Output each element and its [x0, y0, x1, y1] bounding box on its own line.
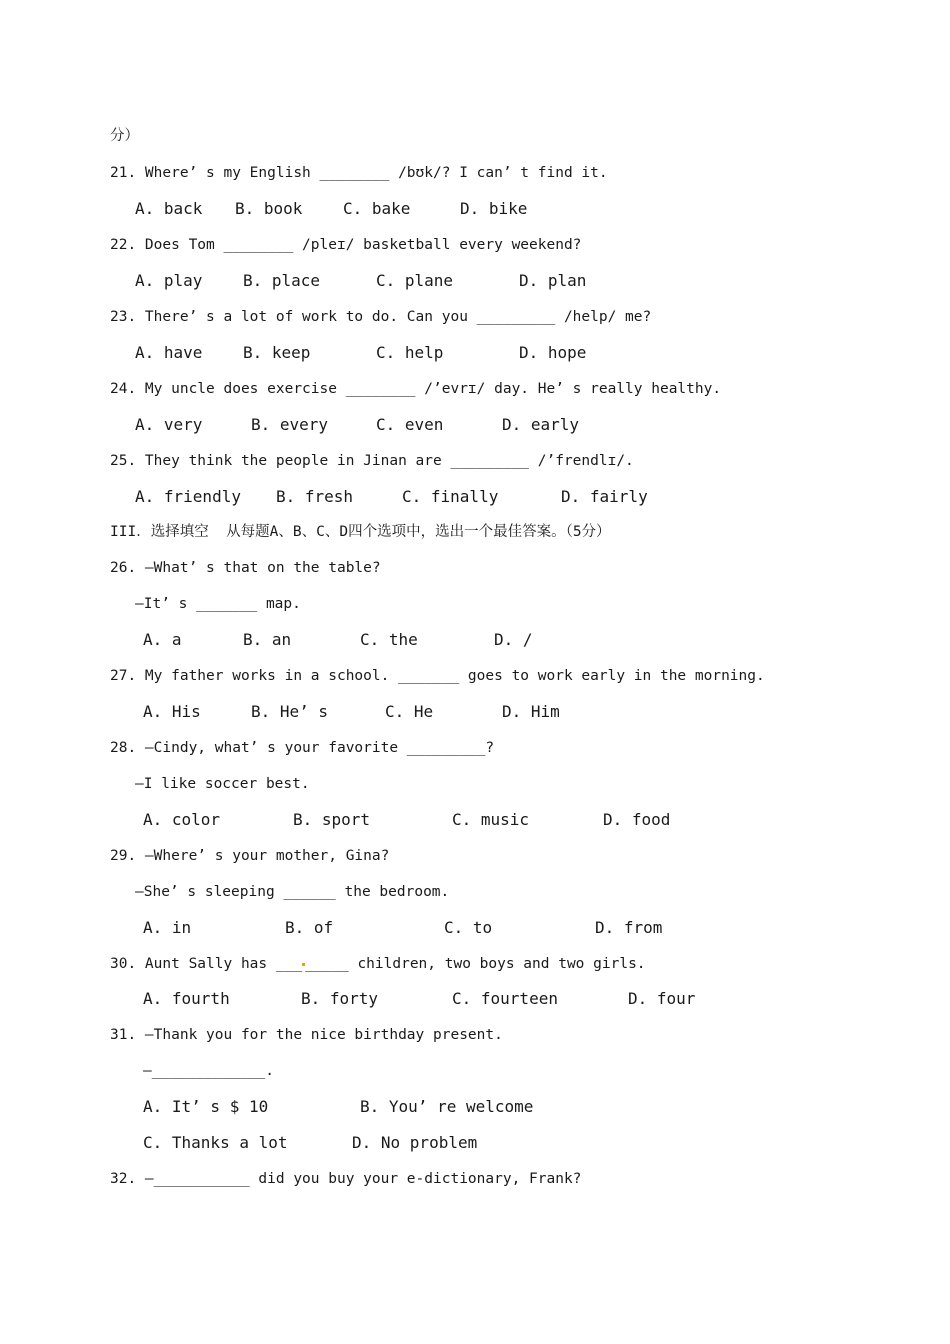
option-b: B. place	[243, 271, 321, 290]
options-27	[0, 702, 950, 722]
option-a: A. His	[143, 702, 201, 721]
options-23	[0, 343, 950, 363]
question-25: 25. They think the people in Jinan are _________ /’frendlɪ/.	[110, 453, 634, 469]
option-d: D. No problem	[352, 1133, 478, 1152]
option-c: C. plane	[376, 271, 454, 290]
option-c: C. bake	[343, 199, 411, 218]
option-a: A. It’ s $ 10	[143, 1097, 269, 1116]
options-22	[0, 271, 950, 291]
option-b: B. every	[251, 415, 329, 434]
option-d: D. Him	[502, 702, 560, 721]
option-c: C. music	[452, 810, 530, 829]
question-28: 28. —Cindy, what’ s your favorite _________?	[110, 740, 495, 756]
option-a: A. friendly	[135, 487, 241, 506]
option-d: D. hope	[519, 343, 587, 362]
options-28	[0, 810, 950, 830]
option-d: D. early	[502, 415, 580, 434]
option-c: C. Thanks a lot	[143, 1133, 288, 1152]
options-30	[0, 989, 950, 1009]
option-a: A. in	[143, 918, 192, 937]
option-d: D. from	[595, 918, 663, 937]
question-31: 31. —Thank you for the nice birthday present.	[110, 1027, 503, 1043]
option-d: D. /	[494, 630, 533, 649]
option-d: D. plan	[519, 271, 587, 290]
option-b: B. fresh	[276, 487, 354, 506]
option-a: A. have	[135, 343, 203, 362]
option-c: C. the	[360, 630, 418, 649]
option-b: B. book	[235, 199, 303, 218]
option-a: A. a	[143, 630, 182, 649]
option-c: C. to	[444, 918, 493, 937]
question-29: 29. —Where’ s your mother, Gina?	[110, 848, 390, 864]
question-22: 22. Does Tom ________ /pleɪ/ basketball every weekend?	[110, 237, 582, 253]
options-25	[0, 487, 950, 507]
section-score-tail: 分）	[110, 128, 139, 144]
question-28-reply: —I like soccer best.	[135, 776, 310, 792]
option-a: A. color	[143, 810, 221, 829]
question-29-reply: —She’ s sleeping ______ the bedroom.	[135, 884, 450, 900]
option-a: A. back	[135, 199, 203, 218]
option-b: B. He’ s	[251, 702, 329, 721]
options-31-row1	[0, 1097, 950, 1117]
options-21	[0, 199, 950, 219]
option-a: A. very	[135, 415, 203, 434]
option-b: B. forty	[301, 989, 379, 1008]
question-30	[110, 954, 646, 974]
question-31-reply: —_____________.	[143, 1063, 274, 1079]
question-24: 24. My uncle does exercise ________ /’evrɪ/ day. He’ s really healthy.	[110, 381, 722, 397]
option-c: C. fourteen	[452, 989, 558, 1008]
options-31-row2	[0, 1133, 950, 1153]
options-29	[0, 918, 950, 938]
option-b: B. of	[285, 918, 334, 937]
option-a: A. fourth	[143, 989, 230, 1008]
option-d: D. fairly	[561, 487, 648, 506]
options-26	[0, 630, 950, 650]
question-23: 23. There’ s a lot of work to do. Can you _________ /help/ me?	[110, 309, 652, 325]
question-30-start: 30. Aunt Sally has ___	[110, 956, 303, 972]
option-d: D. four	[628, 989, 696, 1008]
option-b: B. an	[243, 630, 292, 649]
option-a: A. play	[135, 271, 203, 290]
option-b: B. keep	[243, 343, 311, 362]
option-b: B. sport	[293, 810, 371, 829]
option-c: C. He	[385, 702, 434, 721]
option-c: C. help	[376, 343, 444, 362]
options-24	[0, 415, 950, 435]
question-32: 32. —___________ did you buy your e-dictionary, Frank?	[110, 1171, 582, 1187]
option-d: D. bike	[460, 199, 528, 218]
question-30-end: _____ children, two boys and two girls.	[305, 956, 646, 972]
question-26-reply: —It’ s _______ map.	[135, 596, 301, 612]
option-c: C. even	[376, 415, 444, 434]
question-27: 27. My father works in a school. _______ goes to work early in the morning.	[110, 668, 765, 684]
question-21: 21. Where’ s my English ________ /bʊk/? I can’ t find it.	[110, 165, 608, 181]
option-c: C. finally	[402, 487, 499, 506]
section-3-heading: III．选择填空 从每题A、B、C、D四个选项中，选出一个最佳答案。（5分）	[110, 524, 611, 540]
option-d: D. food	[603, 810, 671, 829]
question-26: 26. —What’ s that on the table?	[110, 560, 381, 576]
option-b: B. You’ re welcome	[360, 1097, 534, 1116]
